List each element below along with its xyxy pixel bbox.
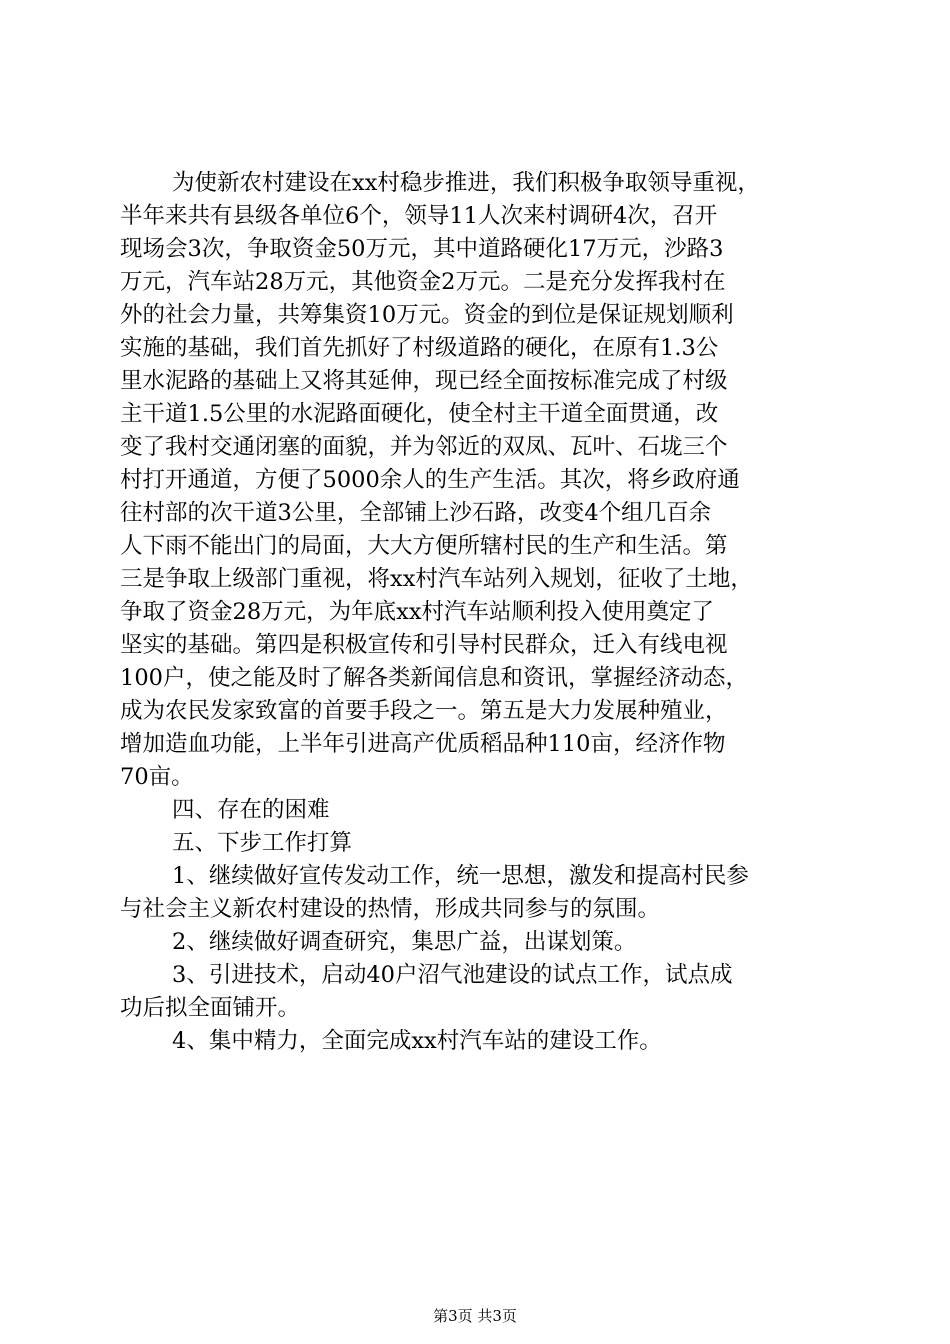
list-item-line: 1、继续做好宣传发动工作，统一思想，激发和提高村民参 [172, 863, 749, 889]
paragraph-line: 主干道1.5公里的水泥路面硬化，使全村主干道全面贯通，改 [120, 401, 719, 427]
document-body [120, 167, 840, 1058]
paragraph-line: 往村部的次干道3公里，全部铺上沙石路，改变4个组几百余 [120, 500, 712, 526]
paragraph-line: 村打开通道，方便了5000余人的生产生活。其次，将乡政府通 [120, 467, 740, 493]
paragraph-line: 三是争取上级部门重视，将xx村汽车站列入规划，征收了土地， [120, 566, 753, 592]
paragraph-line: 半年来共有县级各单位6个，领导11人次来村调研4次，召开 [120, 203, 718, 229]
paragraph-line: 里水泥路的基础上又将其延伸，现已经全面按标准完成了村级 [120, 368, 728, 394]
section-heading: 五、下步工作打算 [172, 830, 353, 856]
paragraph-line: 争取了资金28万元，为年底xx村汽车站顺利投入使用奠定了 [120, 599, 715, 625]
paragraph-line: 坚实的基础。第四是积极宣传和引导村民群众，迁入有线电视 [120, 632, 728, 658]
list-item-line: 与社会主义新农村建设的热情，形成共同参与的氛围。 [120, 896, 661, 922]
paragraph-line: 增加造血功能，上半年引进高产优质稻品种110亩，经济作物 [120, 731, 726, 757]
paragraph-line: 70亩。 [120, 764, 194, 790]
page-number-footer: 第3页 共3页 [433, 1307, 517, 1325]
list-item-line: 功后拟全面铺开。 [120, 995, 301, 1021]
paragraph-line: 100户，使之能及时了解各类新闻信息和资讯，掌握经济动态， [120, 665, 748, 691]
paragraph-line: 外的社会力量，共筹集资10万元。资金的到位是保证规划顺利 [120, 302, 734, 328]
paragraph-line: 现场会3次，争取资金50万元，其中道路硬化17万元，沙路3 [120, 236, 724, 262]
list-item-line: 4、集中精力，全面完成xx村汽车站的建设工作。 [172, 1028, 662, 1054]
paragraph-line: 为使新农村建设在xx村稳步推进，我们积极争取领导重视， [172, 170, 760, 196]
paragraph-line: 实施的基础，我们首先抓好了村级道路的硬化，在原有1.3公 [120, 335, 719, 361]
section-heading: 四、存在的困难 [172, 797, 330, 823]
paragraph-line: 成为农民发家致富的首要手段之一。第五是大力发展种殖业， [120, 698, 728, 724]
list-item-line: 2、继续做好调查研究，集思广益，出谋划策。 [172, 929, 637, 955]
list-item-line: 3、引进技术，启动40户沼气池建设的试点工作，试点成 [172, 962, 733, 988]
paragraph-line: 万元，汽车站28万元，其他资金2万元。二是充分发挥我村在 [120, 269, 726, 295]
paragraph-line: 变了我村交通闭塞的面貌，并为邻近的双凤、瓦叶、石垅三个 [120, 434, 728, 460]
paragraph-line: 人下雨不能出门的局面，大大方便所辖村民的生产和生活。第 [120, 533, 728, 559]
